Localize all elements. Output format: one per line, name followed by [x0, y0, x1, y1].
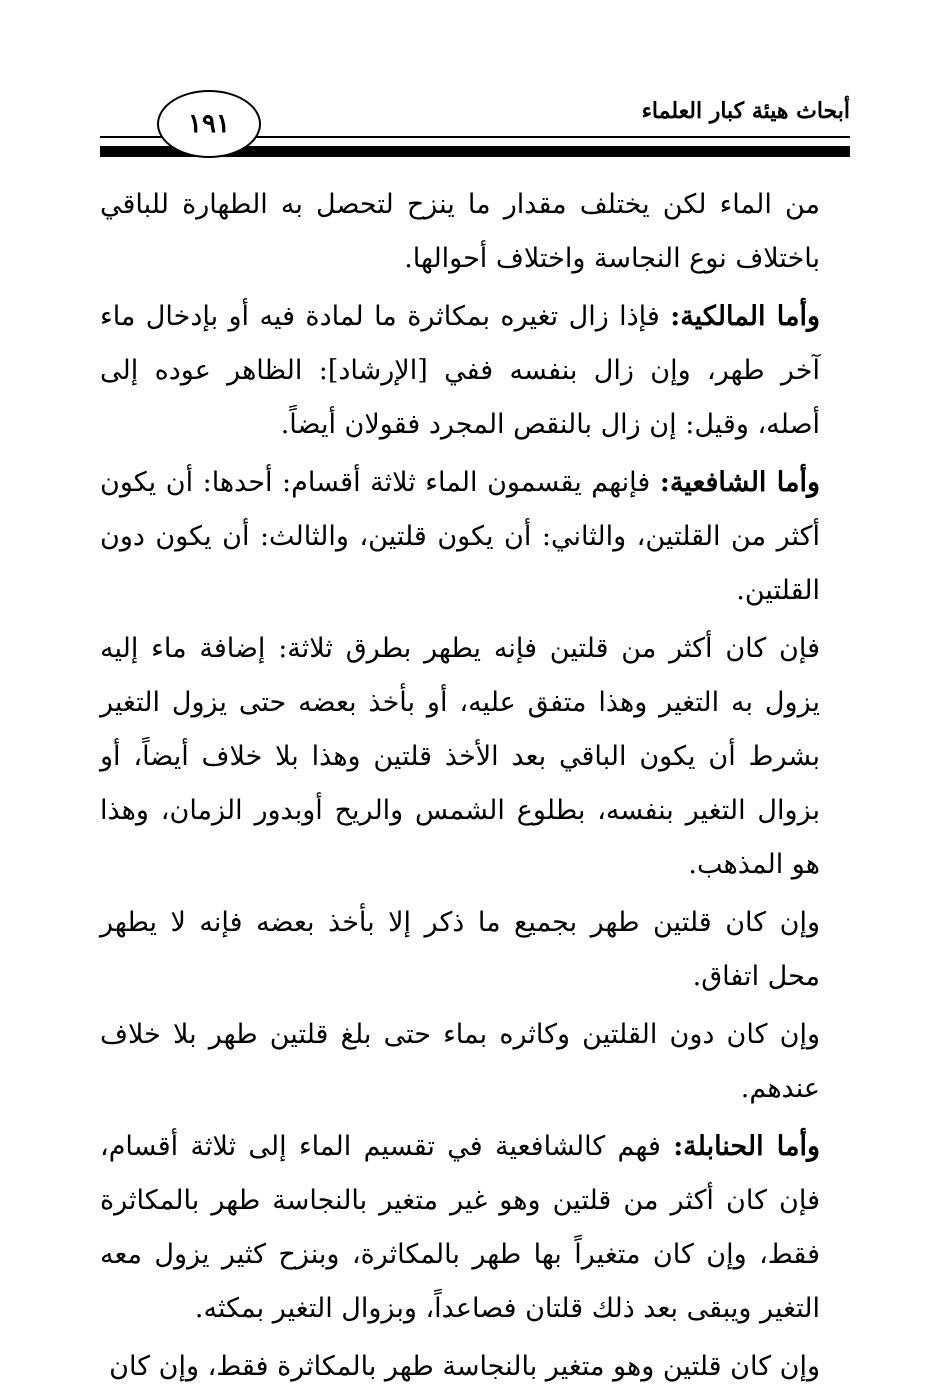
page-number: ١٩١ [157, 90, 261, 158]
paragraph [100, 1120, 820, 1336]
paragraph-lead: وأما الشافعية: [659, 467, 821, 498]
paragraph-lead: وأما المالكية: [670, 301, 820, 332]
paragraph-text: فإذا زال تغيره بمكاثرة ما لمادة فيه أو بإدخال ماء آخر طهر، وإن زال بنفسه ففي [الإرشاد]: الظاهر عوده إلى أصله، وقيل: إن زال بالنقص المجرد فقولان أيضاً. [100, 301, 820, 440]
paragraph [100, 290, 820, 452]
paragraph-text: فإن كان أكثر من قلتين فإنه يطهر بطرق ثلاثة: إضافة ماء إليه يزول به التغير وهذا متفق عليه، أو بأخذ بعضه حتى يزول التغير بشرط أن يكون الباقي بعد الأخذ قلتين وهذا بلا خلاف أيضاً، أو بزوال التغير بنفسه، بطلوع الشمس والريح أوبدور الزمان، وهذا هو المذهب. [100, 633, 820, 880]
paragraph [100, 456, 820, 618]
paragraph [100, 178, 820, 286]
page-header [100, 88, 850, 178]
paragraph [100, 896, 820, 1004]
paragraph-text: وإن كان قلتين طهر بجميع ما ذكر إلا بأخذ بعضه فإنه لا يطهر محل اتفاق. [100, 907, 820, 992]
paragraph-text: فإنهم يقسمون الماء ثلاثة أقسام: أحدها: أن يكون أكثر من القلتين، والثاني: أن يكون قلتين، والثالث: أن يكون دون القلتين. [100, 467, 820, 606]
paragraph-lead: وأما الحنابلة: [673, 1131, 820, 1162]
paragraph-text: وإن كان دون القلتين وكاثره بماء حتى بلغ قلتين طهر بلا خلاف عندهم. [100, 1019, 820, 1104]
paragraph [100, 1008, 820, 1116]
book-title: أبحاث هيئة كبار العلماء [641, 98, 850, 124]
paragraph-text: من الماء لكن يختلف مقدار ما ينزح لتحصل به الطهارة للباقي باختلاف نوع النجاسة واختلاف أحوالها. [100, 189, 820, 274]
paragraph [100, 622, 820, 892]
paragraph [100, 1340, 820, 1394]
paragraph-text: وإن كان قلتين وهو متغير بالنجاسة طهر بالمكاثرة فقط، وإن كان [109, 1351, 820, 1382]
page-body [100, 178, 820, 1398]
paragraph-text: فهم كالشافعية في تقسيم الماء إلى ثلاثة أقسام، فإن كان أكثر من قلتين وهو غير متغير بالنجاسة طهر بالمكاثرة فقط، وإن كان متغيراً بها طهر بالمكاثرة، وبنزح كثير يزول معه التغير ويبقى بعد ذلك قلتان فصاعداً، وبزوال التغير بمكثه. [100, 1131, 820, 1324]
